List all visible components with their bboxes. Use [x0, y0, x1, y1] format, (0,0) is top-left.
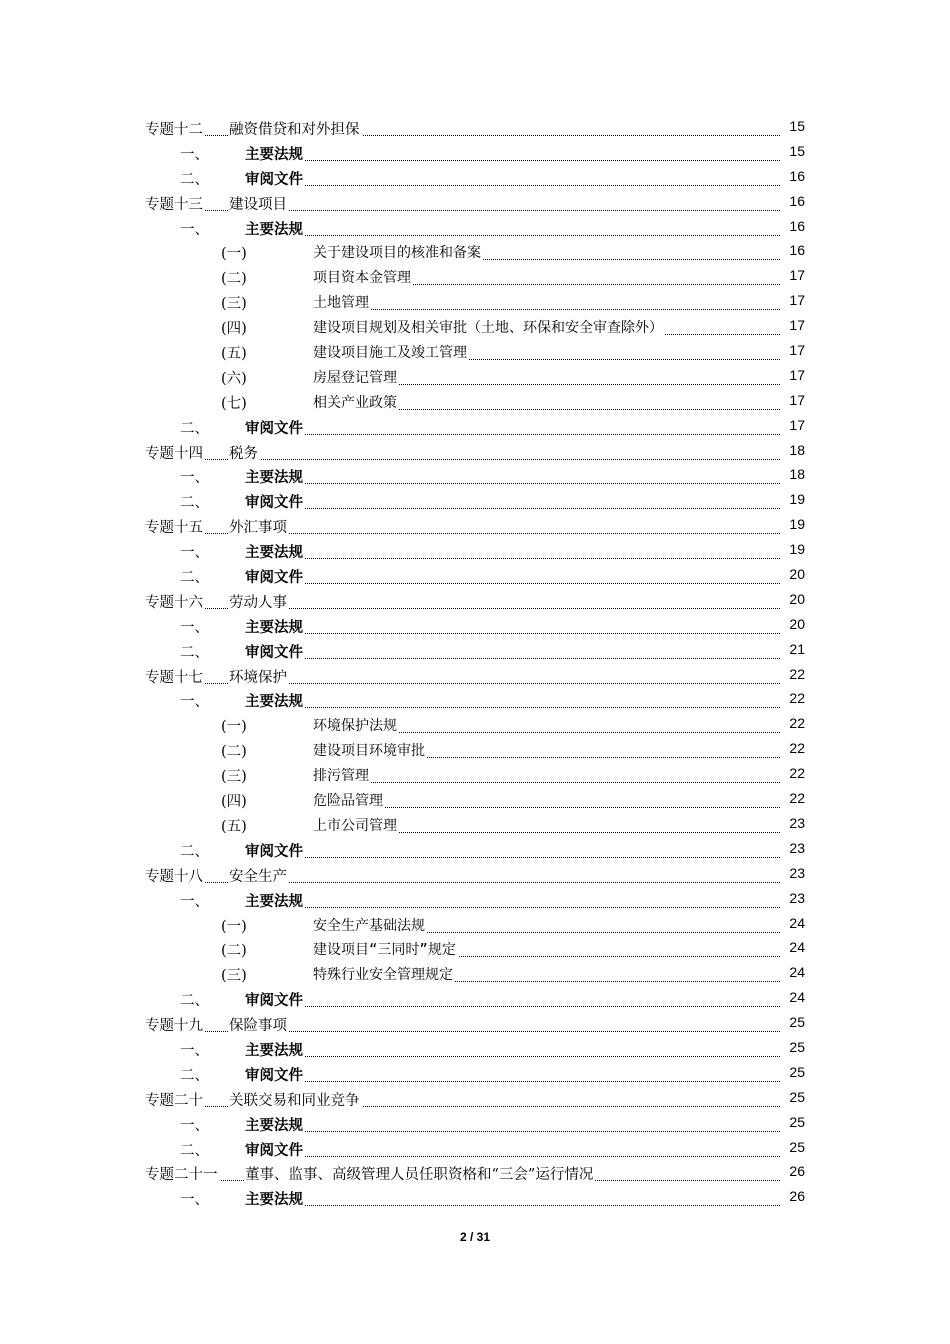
toc-entry-title: 项目资本金管理: [313, 267, 413, 287]
toc-entry[interactable]: [0, 364, 950, 389]
dot-leader: [260, 417, 780, 435]
toc-entry-number: 一、: [180, 541, 211, 562]
toc-entry[interactable]: [0, 389, 950, 414]
toc-entry[interactable]: [0, 190, 950, 215]
toc-entry[interactable]: [0, 762, 950, 787]
toc-entry-title: 关于建设项目的核准和备案: [313, 242, 483, 262]
dot-leader: [260, 1064, 780, 1082]
toc-entry-page: 24: [781, 939, 805, 955]
dot-leader: [330, 292, 780, 310]
toc-entry-page: 25: [781, 1014, 805, 1030]
toc-entry-title: 建设项目: [229, 193, 289, 214]
toc-entry[interactable]: [0, 936, 950, 961]
toc-entry[interactable]: [0, 687, 950, 712]
toc-entry[interactable]: [0, 1011, 950, 1036]
dot-leader: [260, 840, 780, 858]
toc-entry-number: (三): [221, 765, 249, 786]
toc-entry-number: (三): [221, 292, 249, 313]
toc-entry-page: 22: [781, 740, 805, 756]
toc-entry[interactable]: [0, 339, 950, 364]
toc-entry-page: 23: [781, 865, 805, 881]
toc-entry-number: 一、: [180, 890, 211, 911]
toc-entry[interactable]: [0, 1185, 950, 1210]
toc-entry-number: (五): [221, 815, 249, 836]
toc-entry-title: 审阅文件: [245, 641, 305, 662]
toc-entry-number: 一、: [180, 218, 211, 239]
toc-entry[interactable]: [0, 314, 950, 339]
toc-entry-number: 专题十七: [145, 666, 205, 687]
toc-entry[interactable]: [0, 289, 950, 314]
toc-entry-number: (五): [221, 342, 249, 363]
toc-entry-title: 税务: [229, 442, 260, 463]
toc-entry-number: 二、: [180, 491, 211, 512]
dot-leader: [260, 466, 780, 484]
dot-leader: [260, 641, 780, 659]
dot-leader: [260, 1114, 780, 1132]
toc-entry[interactable]: [0, 712, 950, 737]
toc-entry-page: 25: [781, 1114, 805, 1130]
toc-entry-title: 主要法规: [245, 1188, 305, 1209]
toc-entry[interactable]: [0, 463, 950, 488]
toc-entry-title: 主要法规: [245, 143, 305, 164]
toc-entry-title: 保险事项: [229, 1014, 289, 1035]
toc-entry-title: 主要法规: [245, 218, 305, 239]
toc-entry-page: 25: [781, 1064, 805, 1080]
toc-entry-page: 20: [781, 616, 805, 632]
toc-entry-title: 审阅文件: [245, 491, 305, 512]
toc-entry-number: 一、: [180, 1039, 211, 1060]
toc-entry[interactable]: [0, 264, 950, 289]
toc-entry-page: 26: [781, 1163, 805, 1179]
toc-entry-number: 专题二十: [145, 1089, 205, 1110]
toc-entry-number: (四): [221, 317, 249, 338]
toc-entry[interactable]: [0, 1160, 950, 1185]
toc-entry-title: 审阅文件: [245, 1064, 305, 1085]
toc-entry[interactable]: [0, 613, 950, 638]
toc-entry[interactable]: [0, 1036, 950, 1061]
toc-entry-number: 专题十三: [145, 193, 205, 214]
toc-entry-number: (四): [221, 790, 249, 811]
toc-entry-title: 土地管理: [313, 292, 371, 312]
toc-entry-number: (二): [221, 267, 249, 288]
toc-entry-title: 建设项目规划及相关审批（土地、环保和安全审查除外）: [313, 317, 665, 337]
toc-entry-title: 环境保护法规: [313, 715, 399, 735]
toc-entry-title: 建设项目环境审批: [313, 740, 427, 760]
toc-entry[interactable]: [0, 1136, 950, 1161]
toc-entry-page: 17: [781, 317, 805, 333]
toc-entry[interactable]: [0, 737, 950, 762]
toc-entry[interactable]: [0, 439, 950, 464]
toc-entry[interactable]: [0, 787, 950, 812]
toc-entry-page: 26: [781, 1188, 805, 1204]
toc-entry-title: 上市公司管理: [313, 815, 399, 835]
toc-entry[interactable]: [0, 115, 950, 140]
toc-entry-page: 21: [781, 641, 805, 657]
toc-entry-number: (六): [221, 367, 249, 388]
toc-entry-page: 23: [781, 890, 805, 906]
dot-leader: [260, 168, 780, 186]
toc-entry-number: (二): [221, 740, 249, 761]
toc-entry-number: 二、: [180, 168, 211, 189]
dot-leader: [260, 491, 780, 509]
toc-entry-number: 一、: [180, 1188, 211, 1209]
toc-entry-number: 专题十二: [145, 118, 205, 139]
toc-entry[interactable]: [0, 1086, 950, 1111]
toc-entry-page: 24: [781, 989, 805, 1005]
toc-entry-number: 专题十九: [145, 1014, 205, 1035]
dot-leader: [260, 566, 780, 584]
toc-entry[interactable]: [0, 513, 950, 538]
toc-entry-title: 外汇事项: [229, 516, 289, 537]
toc-entry-page: 22: [781, 666, 805, 682]
toc-entry-page: 20: [781, 566, 805, 582]
dot-leader: [260, 890, 780, 908]
toc-entry-number: 二、: [180, 641, 211, 662]
toc-entry-title: 环境保护: [229, 666, 289, 687]
page-number-footer: 2 / 31: [459, 1230, 491, 1244]
toc-entry-title: 建设项目“三同时”规定: [313, 939, 458, 959]
toc-entry-number: (七): [221, 392, 249, 413]
toc-entry-title: 关联交易和同业竞争: [229, 1089, 362, 1110]
toc-entry[interactable]: [0, 1111, 950, 1136]
toc-entry[interactable]: [0, 165, 950, 190]
dot-leader: [260, 1139, 780, 1157]
toc-entry-page: 25: [781, 1089, 805, 1105]
toc-entry-number: 二、: [180, 566, 211, 587]
toc-entry-page: 18: [781, 442, 805, 458]
toc-entry-number: (三): [221, 964, 249, 985]
toc-entry-number: 一、: [180, 616, 211, 637]
toc-entry-title: 劳动人事: [229, 591, 289, 612]
toc-entry-title: 相关产业政策: [313, 392, 399, 412]
toc-entry-title: 主要法规: [245, 1114, 305, 1135]
toc-entry-page: 22: [781, 765, 805, 781]
toc-entry-page: 22: [781, 790, 805, 806]
toc-entry-page: 15: [781, 143, 805, 159]
toc-entry[interactable]: [0, 215, 950, 240]
toc-entry-title: 董事、监事、高级管理人员任职资格和“三会”运行情况: [245, 1163, 595, 1184]
toc-entry[interactable]: [0, 563, 950, 588]
toc-entry[interactable]: [0, 414, 950, 439]
toc-entry-page: 17: [781, 267, 805, 283]
toc-entry[interactable]: [0, 912, 950, 937]
toc-entry-title: 审阅文件: [245, 417, 305, 438]
toc-entry-number: 专题十六: [145, 591, 205, 612]
toc-entry[interactable]: [0, 663, 950, 688]
toc-entry-number: 二、: [180, 1139, 211, 1160]
dot-leader: [330, 765, 780, 783]
toc-entry-page: 19: [781, 516, 805, 532]
dot-leader: [260, 218, 780, 236]
toc-entry-title: 排污管理: [313, 765, 371, 785]
toc-entry-title: 审阅文件: [245, 840, 305, 861]
toc-entry-page: 17: [781, 392, 805, 408]
toc-entry-page: 23: [781, 840, 805, 856]
toc-entry-title: 主要法规: [245, 466, 305, 487]
toc-entry-title: 审阅文件: [245, 989, 305, 1010]
toc-entry-page: 25: [781, 1139, 805, 1155]
toc-entry-title: 安全生产基础法规: [313, 915, 427, 935]
toc-entry-number: 一、: [180, 143, 211, 164]
toc-entry-number: (二): [221, 939, 249, 960]
toc-entry-number: 二、: [180, 840, 211, 861]
toc-entry-number: (一): [221, 715, 249, 736]
toc-entry-title: 主要法规: [245, 690, 305, 711]
toc-entry-number: 二、: [180, 989, 211, 1010]
toc-entry[interactable]: [0, 588, 950, 613]
table-of-contents: [0, 115, 950, 1210]
toc-entry-number: 一、: [180, 1114, 211, 1135]
dot-leader: [260, 1188, 780, 1206]
toc-entry-title: 主要法规: [245, 890, 305, 911]
toc-entry-number: 专题十四: [145, 442, 205, 463]
toc-entry-number: 一、: [180, 690, 211, 711]
toc-entry-page: 20: [781, 591, 805, 607]
toc-entry-title: 主要法规: [245, 1039, 305, 1060]
toc-entry-number: 专题二十一: [145, 1163, 220, 1184]
toc-entry-page: 25: [781, 1039, 805, 1055]
toc-entry-page: 16: [781, 242, 805, 258]
toc-entry-page: 15: [781, 118, 805, 134]
toc-entry-page: 16: [781, 218, 805, 234]
dot-leader: [260, 541, 780, 559]
dot-leader: [260, 1039, 780, 1057]
toc-entry-title: 房屋登记管理: [313, 367, 399, 387]
toc-entry-page: 17: [781, 292, 805, 308]
toc-entry-page: 18: [781, 466, 805, 482]
toc-entry-page: 17: [781, 367, 805, 383]
dot-leader: [260, 989, 780, 1007]
toc-entry-title: 融资借贷和对外担保: [229, 118, 362, 139]
toc-entry-page: 23: [781, 815, 805, 831]
dot-leader: [330, 790, 780, 808]
toc-entry[interactable]: [0, 1061, 950, 1086]
toc-entry-title: 审阅文件: [245, 566, 305, 587]
toc-entry-number: 一、: [180, 466, 211, 487]
toc-entry[interactable]: [0, 239, 950, 264]
toc-entry[interactable]: [0, 961, 950, 986]
toc-entry[interactable]: [0, 862, 950, 887]
toc-entry-title: 主要法规: [245, 616, 305, 637]
toc-entry-page: 22: [781, 690, 805, 706]
toc-entry[interactable]: [0, 837, 950, 862]
toc-entry-title: 审阅文件: [245, 1139, 305, 1160]
dot-leader: [260, 690, 780, 708]
toc-entry-page: 24: [781, 964, 805, 980]
toc-entry[interactable]: [0, 140, 950, 165]
toc-entry-number: 二、: [180, 1064, 211, 1085]
toc-entry-title: 建设项目施工及竣工管理: [313, 342, 469, 362]
toc-entry-number: 专题十八: [145, 865, 205, 886]
toc-entry[interactable]: [0, 638, 950, 663]
toc-entry[interactable]: [0, 887, 950, 912]
toc-entry-title: 主要法规: [245, 541, 305, 562]
toc-entry-title: 危险品管理: [313, 790, 385, 810]
toc-entry[interactable]: [0, 812, 950, 837]
toc-entry-page: 22: [781, 715, 805, 731]
toc-entry[interactable]: [0, 538, 950, 563]
toc-entry-number: 二、: [180, 417, 211, 438]
toc-entry[interactable]: [0, 986, 950, 1011]
toc-entry-title: 特殊行业安全管理规定: [313, 964, 455, 984]
toc-entry-title: 安全生产: [229, 865, 289, 886]
toc-entry-title: 审阅文件: [245, 168, 305, 189]
toc-entry-page: 16: [781, 193, 805, 209]
toc-entry-page: 17: [781, 417, 805, 433]
toc-entry-number: 专题十五: [145, 516, 205, 537]
toc-entry-page: 16: [781, 168, 805, 184]
toc-entry-page: 17: [781, 342, 805, 358]
toc-entry-page: 24: [781, 915, 805, 931]
toc-entry-number: (一): [221, 915, 249, 936]
toc-entry-page: 19: [781, 491, 805, 507]
toc-entry-number: (一): [221, 242, 249, 263]
toc-entry-page: 19: [781, 541, 805, 557]
dot-leader: [260, 616, 780, 634]
dot-leader: [260, 143, 780, 161]
toc-entry[interactable]: [0, 488, 950, 513]
